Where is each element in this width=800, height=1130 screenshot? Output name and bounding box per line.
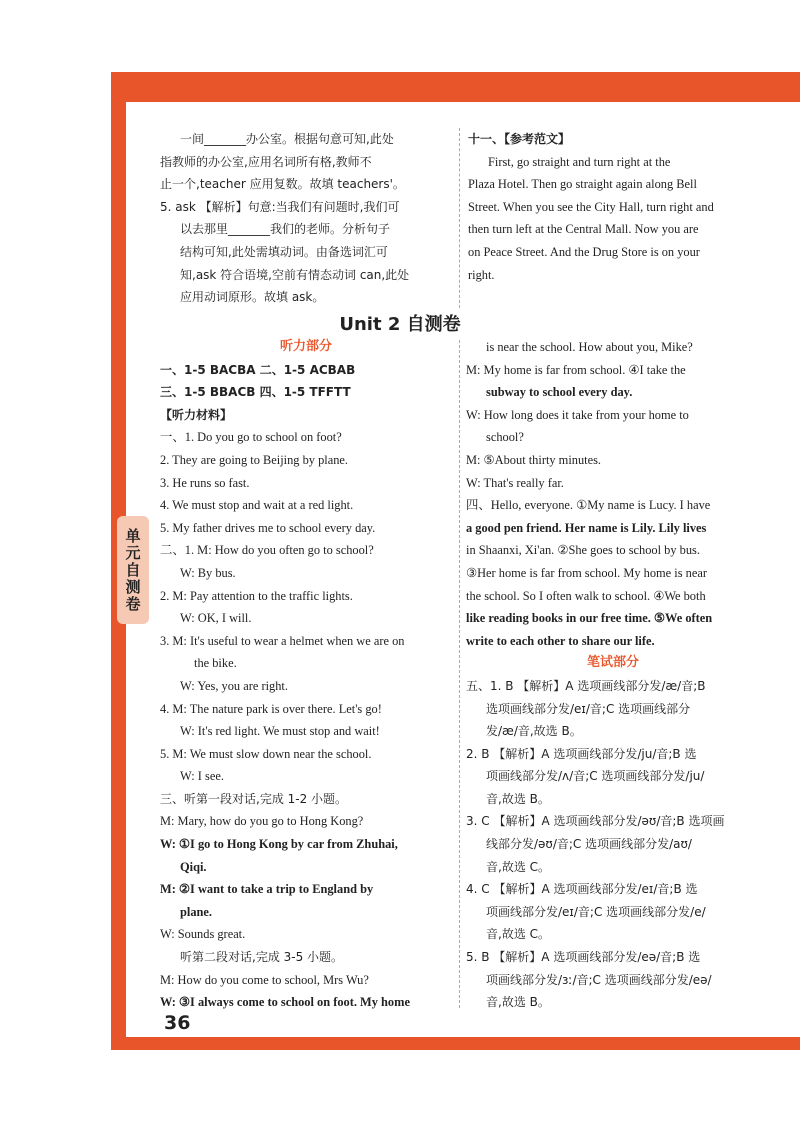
text-line: 5. B 【解析】A 选项画线部分发/eə/音;B 选 <box>466 950 701 965</box>
text-line: Qiqi. <box>180 859 207 874</box>
text-line: plane. <box>180 904 213 919</box>
text-line: the bike. <box>194 656 237 671</box>
text-line: 五、1. B 【解析】A 选项画线部分发/æ/音;B <box>466 678 706 693</box>
side-tab-label: 单元自测卷 <box>123 527 142 613</box>
text-line: 音,故选 C。 <box>486 927 551 942</box>
text-line: 音,故选 C。 <box>486 859 551 874</box>
unit-title: Unit 2 自测卷 <box>339 314 461 335</box>
text-line: First, go straight and turn right at the <box>488 154 671 169</box>
text-line: W: That's really far. <box>466 475 564 490</box>
text-line: 2. They are going to Beijing by plane. <box>160 452 349 467</box>
text-line: 项画线部分发/ʌ/音;C 选项画线部分发/ju/ <box>486 769 705 784</box>
text-line: M: ⑤About thirty minutes. <box>466 452 602 467</box>
text-line: 一、1. Do you go to school on foot? <box>160 430 342 445</box>
writing-heading: 笔试部分 <box>586 655 639 671</box>
text-line: W: Sounds great. <box>160 927 246 942</box>
text-line: 【听力材料】 <box>160 407 233 422</box>
right-main-text <box>466 336 760 1014</box>
text-line: 一、1-5 BACBA 二、1-5 ACBAB <box>160 362 356 377</box>
text-line: 听第二段对话,完成 3-5 小题。 <box>180 950 344 965</box>
text-line: 4. We must stop and wait at a red light. <box>160 498 354 513</box>
text-line: write to each other to share our life. <box>466 633 655 648</box>
side-tab <box>117 516 149 624</box>
left-top-text <box>160 128 450 309</box>
text-line: 5. M: We must slow down near the school. <box>160 746 372 761</box>
text-line: 止一个,teacher 应用复数。故填 teachers'。 <box>160 177 405 192</box>
left-main-text <box>160 336 452 1014</box>
text-line: 发/æ/音,故选 B。 <box>486 724 582 739</box>
text-line: ③Her home is far from school. My home is near <box>466 565 707 580</box>
text-line: M: My home is far from school. ④I take the <box>466 362 686 377</box>
text-line: M: ②I want to take a trip to England by <box>160 882 374 897</box>
text-line: 三、听第一段对话,完成 1-2 小题。 <box>160 791 348 806</box>
text-line: W: ①I go to Hong Kong by car from Zhuhai, <box>160 837 398 852</box>
text-line: W: It's red light. We must stop and wait! <box>180 724 380 739</box>
text-line: W: OK, I will. <box>180 611 252 626</box>
column-divider-main <box>459 340 460 1008</box>
text-line: 指教师的办公室,应用名词所有格,教师不 <box>160 154 372 169</box>
page-number: 36 <box>164 1012 191 1034</box>
text-line: 四、Hello, everyone. ①My name is Lucy. I have <box>466 498 711 513</box>
text-line: W: I see. <box>180 769 224 784</box>
text-line: M: Mary, how do you go to Hong Kong? <box>160 814 364 829</box>
text-line: subway to school every day. <box>486 385 633 400</box>
text-line: 以去那里_______我们的老师。分析句子 <box>180 222 391 237</box>
text-line: is near the school. How about you, Mike? <box>486 340 693 354</box>
text-line: 三、1-5 BBACB 四、1-5 TFFTT <box>160 385 351 400</box>
text-line: like reading books in our free time. ⑤We often <box>466 611 713 626</box>
text-line: then turn left at the Central Mall. Now you are <box>468 222 699 237</box>
text-line: 5. My father drives me to school every day. <box>160 520 376 535</box>
text-line: 选项画线部分发/eɪ/音;C 选项画线部分 <box>486 701 691 716</box>
text-line: 结构可知,此处需填动词。由备选词汇可 <box>180 244 388 259</box>
text-line: 音,故选 B。 <box>486 791 550 806</box>
text-line: 项画线部分发/eɪ/音;C 选项画线部分发/e/ <box>486 904 706 919</box>
text-line: 3. He runs so fast. <box>160 475 250 490</box>
text-line: 3. C 【解析】A 选项画线部分发/əʊ/音;B 选项画 <box>466 814 725 829</box>
text-line: 5. ask 【解析】句意:当我们有问题时,我们可 <box>160 199 400 214</box>
right-top-text <box>468 128 758 286</box>
text-line: 4. M: The nature park is over there. Let's go! <box>160 701 382 716</box>
listening-heading: 听力部分 <box>279 339 332 354</box>
text-line: 4. C 【解析】A 选项画线部分发/eɪ/音;B 选 <box>466 882 698 897</box>
text-line: 一间_______办公室。根据句意可知,此处 <box>180 132 394 146</box>
text-line: right. <box>468 267 495 282</box>
text-line: 线部分发/əʊ/音;C 选项画线部分发/aʊ/ <box>486 837 692 852</box>
text-line: 应用动词原形。故填 ask。 <box>180 290 325 305</box>
text-line: W: Yes, you are right. <box>180 678 288 693</box>
column-divider-top <box>459 128 460 308</box>
text-line: W: How long does it take from your home to <box>466 407 689 422</box>
text-line: 项画线部分发/ɜː/音;C 选项画线部分发/eə/ <box>486 972 712 987</box>
text-line: 2. M: Pay attention to the traffic lights. <box>160 588 353 603</box>
text-line: 3. M: It's useful to wear a helmet when we are on <box>160 633 405 648</box>
text-line: on Peace Street. And the Drug Store is on your <box>468 244 700 259</box>
text-line: 二、1. M: How do you often go to school? <box>160 543 374 558</box>
text-line: a good pen friend. Her name is Lily. Lily lives <box>466 520 707 535</box>
text-line: 2. B 【解析】A 选项画线部分发/ju/音;B 选 <box>466 746 697 761</box>
text-line: Street. When you see the City Hall, turn right and <box>468 199 714 214</box>
text-line: M: How do you come to school, Mrs Wu? <box>160 972 369 987</box>
text-line: Plaza Hotel. Then go straight again along Bell <box>468 177 697 192</box>
text-line: the school. So I often walk to school. ④We both <box>466 588 706 603</box>
text-line: 知,ask 符合语境,空前有情态动词 can,此处 <box>180 267 410 282</box>
text-line: W: By bus. <box>180 565 236 580</box>
essay-title: 十一、【参考范文】 <box>468 132 571 146</box>
text-line: W: ③I always come to school on foot. My home <box>160 995 410 1010</box>
text-line: school? <box>486 430 524 445</box>
text-line: 音,故选 B。 <box>486 995 550 1010</box>
text-line: in Shaanxi, Xi'an. ②She goes to school by bus. <box>466 543 700 558</box>
